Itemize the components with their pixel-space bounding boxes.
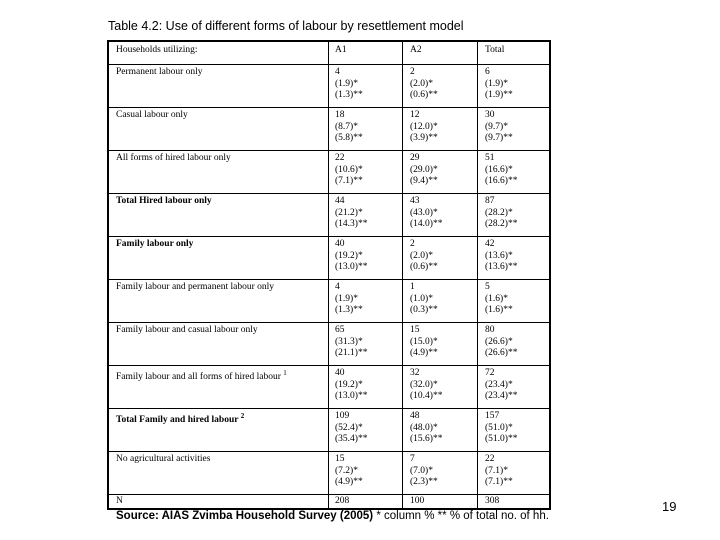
n-a2: 100 xyxy=(410,496,425,506)
a1-cell: 4 (1.9)* (1.3)** xyxy=(335,67,363,100)
n-label: N xyxy=(116,496,123,506)
header-households: Households utilizing: xyxy=(116,45,198,55)
row-label: Total Hired labour only xyxy=(116,196,212,206)
table-row xyxy=(109,107,549,150)
a2-cell: 15 (15.0)* (4.9)** xyxy=(410,325,438,358)
total-cell: 51 (16.6)* (16.6)** xyxy=(485,153,518,186)
header-row xyxy=(109,42,549,64)
n-total: 308 xyxy=(485,496,500,506)
header-a2: A2 xyxy=(410,45,422,55)
row-label: All forms of hired labour only xyxy=(116,153,231,163)
a1-cell: 109 (52.4)* (35.4)** xyxy=(335,411,368,444)
header-total: Total xyxy=(485,45,505,55)
total-cell: 30 (9.7)* (9.7)** xyxy=(485,110,513,143)
a1-cell: 4 (1.9)* (1.3)** xyxy=(335,282,363,315)
table-row xyxy=(109,322,549,365)
a2-cell: 48 (48.0)* (15.6)** xyxy=(410,411,443,444)
row-label: Family labour only xyxy=(116,239,194,249)
table-row xyxy=(109,236,549,279)
a1-cell: 40 (19.2)* (13.0)** xyxy=(335,368,368,401)
table-row xyxy=(109,408,549,451)
table-row xyxy=(109,279,549,322)
a2-cell: 32 (32.0)* (10.4)** xyxy=(410,368,443,401)
table-row xyxy=(109,193,549,236)
n-row xyxy=(109,494,549,510)
source-footnote: * column % ** % of total no. of hh. xyxy=(373,510,549,522)
a1-cell: 65 (31.3)* (21.1)** xyxy=(335,325,368,358)
total-cell: 87 (28.2)* (28.2)** xyxy=(485,196,518,229)
page-number: 19 xyxy=(662,499,677,514)
a2-cell: 43 (43.0)* (14.0)** xyxy=(410,196,443,229)
total-cell: 22 (7.1)* (7.1)** xyxy=(485,454,513,487)
source-note xyxy=(116,510,549,522)
row-label: Family labour and all forms of hired labour $^1$ xyxy=(116,369,287,383)
table-row xyxy=(109,365,549,408)
a1-cell: 18 (8.7)* (5.8)** xyxy=(335,110,363,143)
n-a1: 208 xyxy=(335,496,350,506)
a2-cell: 12 (12.0)* (3.9)** xyxy=(410,110,438,143)
table-row xyxy=(109,451,549,494)
total-cell: 5 (1.6)* (1.6)** xyxy=(485,282,513,315)
a1-cell: 44 (21.2)* (14.3)** xyxy=(335,196,368,229)
a2-cell: 29 (29.0)* (9.4)** xyxy=(410,153,438,186)
table-title: Table 4.2: Use of different forms of labour by resettlement model xyxy=(108,19,464,33)
a2-cell: 1 (1.0)* (0.3)** xyxy=(410,282,438,315)
a1-cell: 15 (7.2)* (4.9)** xyxy=(335,454,363,487)
a1-cell: 22 (10.6)* (7.1)** xyxy=(335,153,363,186)
row-label: Casual labour only xyxy=(116,110,188,120)
labour-table xyxy=(107,40,551,510)
a2-cell: 2 (2.0)* (0.6)** xyxy=(410,239,438,272)
footnote-marker: 1 xyxy=(283,369,287,377)
row-label: Total Family and hired labour $^2$ xyxy=(116,412,245,426)
total-cell: 42 (13.6)* (13.6)** xyxy=(485,239,518,272)
header-a1: A1 xyxy=(335,45,347,55)
table-row xyxy=(109,64,549,107)
a1-cell: 40 (19.2)* (13.0)** xyxy=(335,239,368,272)
source-prefix: Source: AIAS Zvimba Household Survey (2005) xyxy=(116,510,374,522)
total-cell: 72 (23.4)* (23.4)** xyxy=(485,368,518,401)
a2-cell: 2 (2.0)* (0.6)** xyxy=(410,67,438,100)
row-label: No agricultural activities xyxy=(116,454,211,464)
a2-cell: 7 (7.0)* (2.3)** xyxy=(410,454,438,487)
total-cell: 6 (1.9)* (1.9)** xyxy=(485,67,513,100)
row-label: Family labour and casual labour only xyxy=(116,325,258,335)
total-cell: 80 (26.6)* (26.6)** xyxy=(485,325,518,358)
row-label: Family labour and permanent labour only xyxy=(116,282,275,292)
table-row xyxy=(109,150,549,193)
row-label: Permanent labour only xyxy=(116,67,203,77)
footnote-marker: 2 xyxy=(240,412,245,420)
total-cell: 157 (51.0)* (51.0)** xyxy=(485,411,518,444)
